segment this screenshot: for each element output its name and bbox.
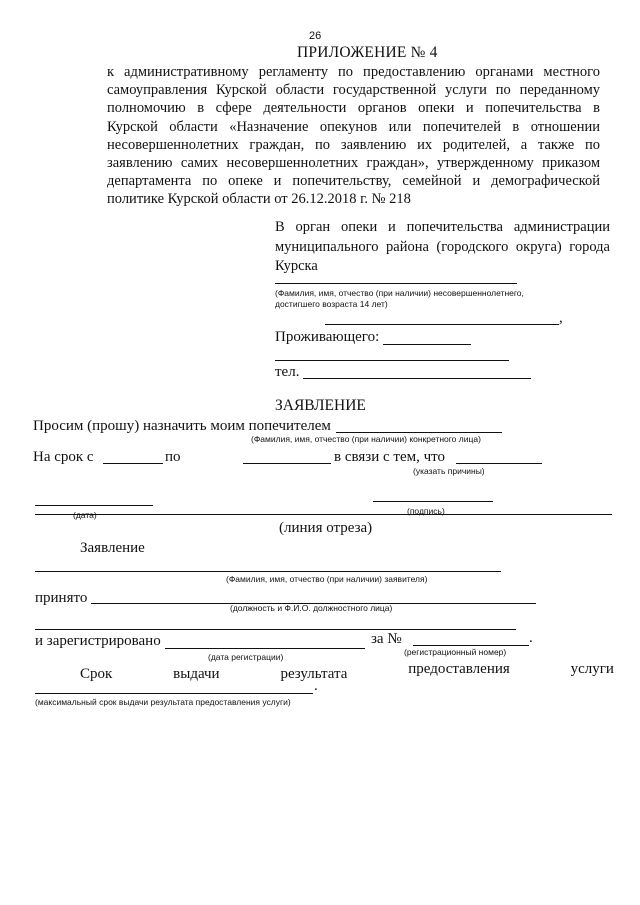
registration-number-field[interactable] <box>413 645 529 646</box>
residence-field[interactable] <box>383 344 471 345</box>
deadline-word: выдачи <box>173 666 220 682</box>
registration-date-field[interactable] <box>165 648 365 649</box>
phone-label: тел. <box>275 364 300 380</box>
official-field-2[interactable] <box>35 629 516 630</box>
term-to-field[interactable] <box>243 463 331 464</box>
period-2: . <box>314 678 318 694</box>
intro-paragraph <box>107 63 600 209</box>
intro-line: самоуправления Курской области государственной услуги по переданному <box>107 82 600 99</box>
hint-signature: (подпись) <box>407 506 445 516</box>
term-to-label: по <box>165 449 181 465</box>
registered-label: и зарегистрировано <box>35 633 161 649</box>
hint-max-deadline: (максимальный срок выдачи результата предоставления услуги) <box>35 697 291 707</box>
phone-field[interactable] <box>303 378 531 379</box>
deadline-line <box>80 661 614 682</box>
residing-label: Проживающего: <box>275 329 380 345</box>
deadline-field[interactable] <box>35 693 313 694</box>
hint-registration-date: (дата регистрации) <box>208 652 284 662</box>
term-from-field[interactable] <box>103 463 163 464</box>
cut-line-label: (линия отреза) <box>279 520 373 536</box>
hint-date: (дата) <box>73 510 97 520</box>
hint-applicant-name: (Фамилия, имя, отчество (при наличии) заявителя) <box>226 574 428 584</box>
cut-line <box>35 514 612 515</box>
term-reason-label: в связи с тем, что <box>334 449 445 465</box>
addressee-line: В орган опеки и попечительства администрации <box>275 219 610 235</box>
intro-line: департамента по опеке и попечительству, семейной и демографической <box>107 173 600 190</box>
reason-field[interactable] <box>456 463 542 464</box>
number-label: за № <box>371 631 402 647</box>
comma: , <box>559 310 563 326</box>
deadline-word: услуги <box>570 661 614 677</box>
period: . <box>529 630 533 646</box>
request-text: Просим (прошу) назначить моим попечителем <box>33 418 331 434</box>
intro-line: политике Курской области от 26.12.2018 г. № 218 <box>107 191 411 208</box>
residence-field-2[interactable] <box>275 360 509 361</box>
intro-line: заявлению самих несовершеннолетних граждан», утвержденному приказом <box>107 155 600 172</box>
receipt-statement-label: Заявление <box>80 540 145 556</box>
addressee-block <box>275 218 610 277</box>
hint-registration-number: (регистрационный номер) <box>404 647 507 657</box>
applicant-name-field[interactable] <box>35 571 501 572</box>
term-from-label: На срок с <box>33 449 94 465</box>
hint-minor-name: (Фамилия, имя, отчество (при наличии) несовершеннолетнего, <box>275 288 524 298</box>
statement-title: ЗАЯВЛЕНИЕ <box>275 397 366 414</box>
page-number: 26 <box>309 30 322 42</box>
addressee-line: муниципального района (городского округа) города <box>275 238 610 255</box>
deadline-word: Срок <box>80 666 113 682</box>
date-field[interactable] <box>35 505 153 506</box>
signature-field[interactable] <box>373 501 493 502</box>
hint-minor-name-cont: достигшего возраста 14 лет) <box>275 299 388 309</box>
intro-line: полномочию в сфере деятельности органов опеки и попечительства в <box>107 100 600 117</box>
minor-name-field-2[interactable] <box>325 324 559 325</box>
guardian-name-field[interactable] <box>336 432 502 433</box>
hint-guardian-name: (Фамилия, имя, отчество (при наличии) конкретного лица) <box>251 434 481 444</box>
addressee-line: Курска <box>275 258 318 274</box>
intro-line: к административному регламенту по предоставлению органами местного <box>107 64 600 80</box>
intro-line: несовершеннолетних граждан, по заявлению их родителей, а также по <box>107 136 600 153</box>
deadline-word: результата <box>280 666 348 682</box>
intro-line: Курской области «Назначение опекунов или попечителей в отношении <box>107 118 600 135</box>
minor-name-field[interactable] <box>275 283 517 284</box>
accepted-label: принято <box>35 590 88 606</box>
hint-reasons: (указать причины) <box>413 466 485 476</box>
appendix-title: ПРИЛОЖЕНИЕ № 4 <box>297 44 438 61</box>
deadline-word: предоставления <box>408 661 510 677</box>
hint-official: (должность и Ф.И.О. должностного лица) <box>230 603 393 613</box>
